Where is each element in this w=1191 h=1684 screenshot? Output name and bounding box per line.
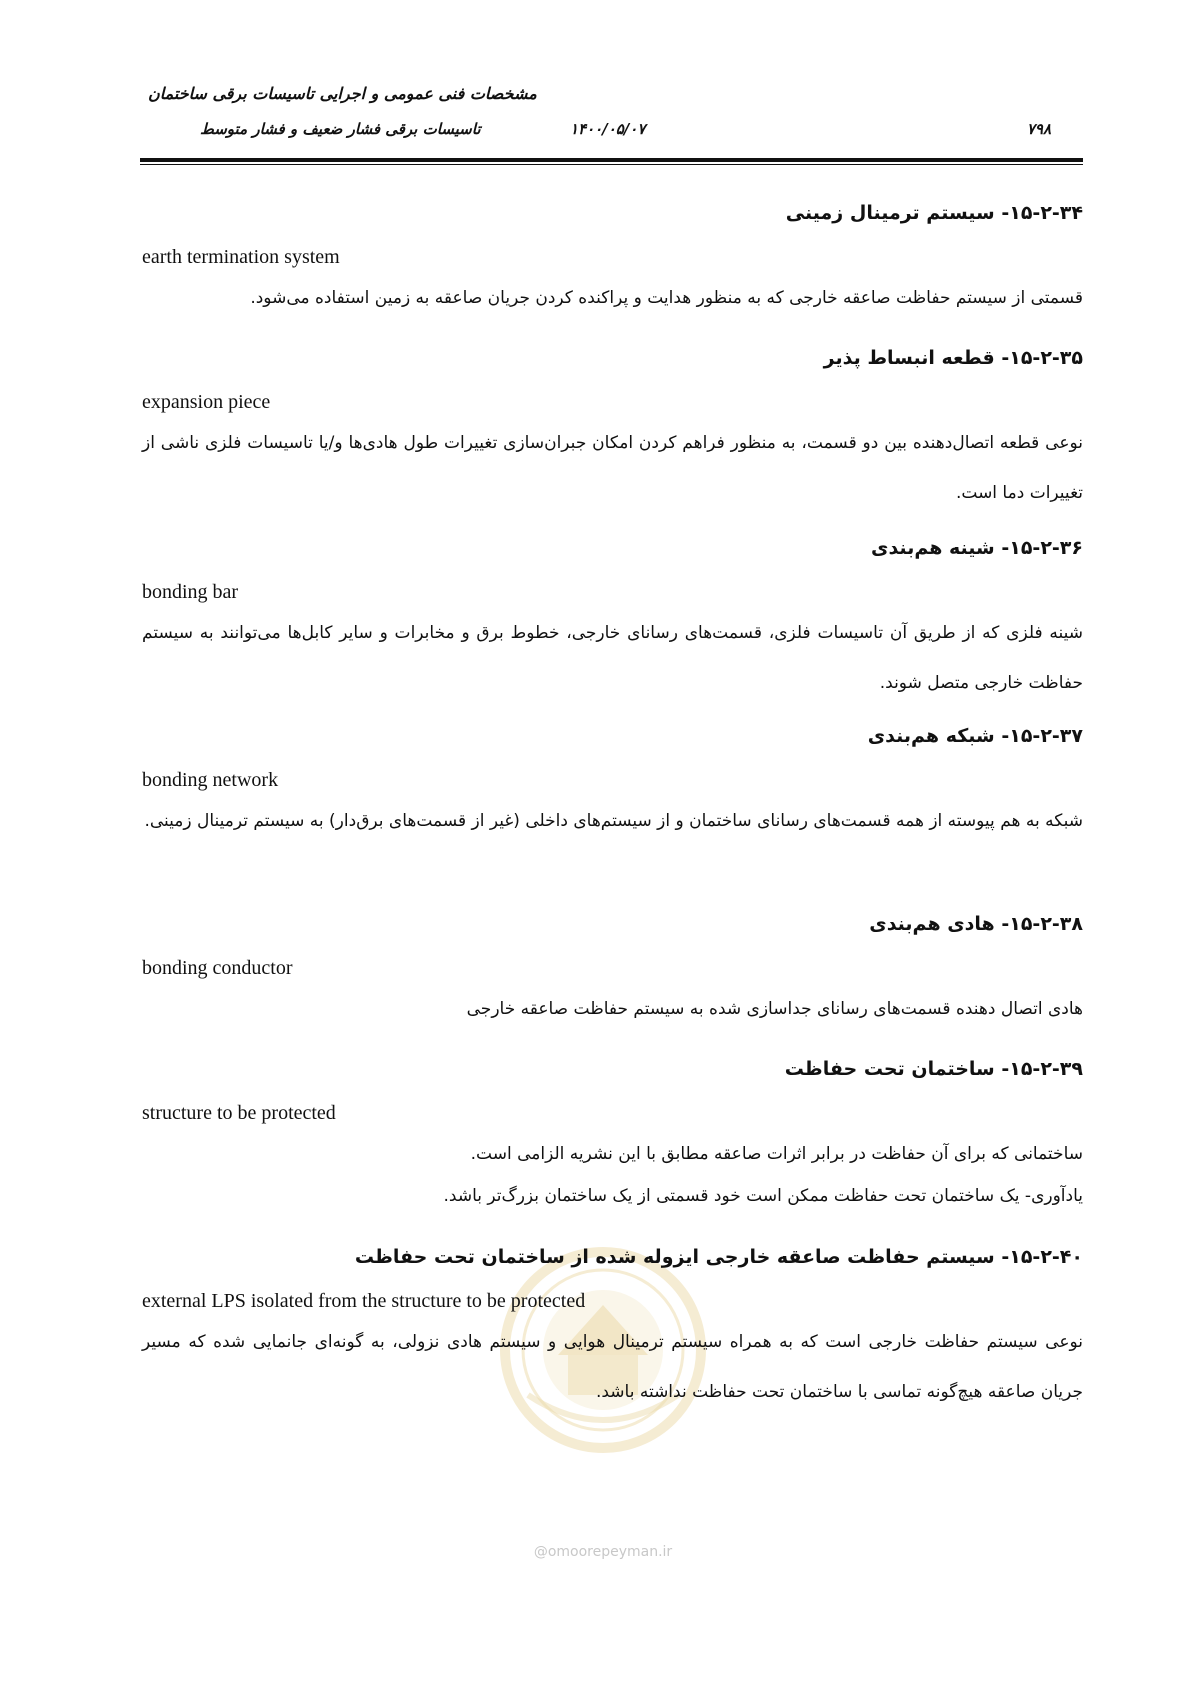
english-term: structure to be protected: [142, 1102, 336, 1124]
section-heading: ۱۵-۲-۳۴- سیستم ترمینال زمینی: [785, 202, 1083, 224]
definition-text: ساختمانی که برای آن حفاظت در برابر اثرات صاعقه مطابق با این نشریه الزامی است.: [470, 1144, 1083, 1164]
header-rule-thin: [140, 164, 1083, 165]
english-term: earth termination system: [142, 246, 340, 268]
section-heading: ۱۵-۲-۴۰- سیستم حفاظت صاعقه خارجی ایزوله شده از ساختمان تحت حفاظت: [354, 1246, 1083, 1268]
section-heading: ۱۵-۲-۳۶- شینه هم‌بندی: [871, 537, 1083, 559]
volume-title: تاسیسات برقی فشار ضعیف و فشار متوسط: [200, 120, 481, 138]
section-heading: ۱۵-۲-۳۸- هادی هم‌بندی: [869, 913, 1083, 935]
english-term: bonding conductor: [142, 957, 293, 979]
english-term: bonding network: [142, 769, 279, 791]
definition-text: نوعی قطعه اتصال‌دهنده بین دو قسمت، به منظور فراهم کردن امکان جبران‌سازی تغییرات طول هادی‌ها و/یا تاسیسات فلزی ناشی از تغییرات دما است.: [142, 433, 1083, 503]
english-term: external LPS isolated from the structure to be protected: [142, 1290, 586, 1312]
section-heading: ۱۵-۲-۳۷- شبکه هم‌بندی: [867, 725, 1083, 747]
definition-text: هادی اتصال دهنده قسمت‌های رسانای جداسازی شده به سیستم حفاظت صاعقه خارجی: [466, 999, 1083, 1019]
book-title: مشخصات فنی عمومی و اجرایی تاسیسات برقی ساختمان: [148, 84, 537, 103]
header-date: ۱۴۰۰/۰۵/۰۷: [570, 120, 646, 138]
section-heading: ۱۵-۲-۳۵- قطعه انبساط پذیر: [823, 347, 1083, 369]
definition-text: شبکه به هم پیوسته از همه قسمت‌های رسانای ساختمان و از سیستم‌های داخلی (غیر از قسمت‌های برق‌دار) به سیستم ترمینال زمینی.: [144, 811, 1083, 831]
header-rule-thick: [140, 158, 1083, 162]
section-15-2-36: [142, 537, 1083, 708]
section-15-2-40: [142, 1246, 1083, 1417]
section-heading: ۱۵-۲-۳۹- ساختمان تحت حفاظت: [784, 1058, 1083, 1080]
section-15-2-35: [142, 347, 1083, 518]
note-text: یادآوری- یک ساختمان تحت حفاظت ممکن است خود قسمتی از یک ساختمان بزرگ‌تر باشد.: [443, 1186, 1083, 1206]
section-15-2-37: [142, 725, 1083, 846]
definition-text: شینه فلزی که از طریق آن تاسیسات فلزی، قسمت‌های رسانای خارجی، خطوط برق و مخابرات و سایر کابل‌ها می‌توانند به سیستم حفاظت خارجی متصل شوند.: [142, 623, 1083, 693]
section-15-2-39: [142, 1058, 1083, 1221]
english-term: bonding bar: [142, 581, 239, 603]
definition-text: نوعی سیستم حفاظت خارجی است که به همراه سیستم ترمینال هوایی و سیستم هادی نزولی، به گونه‌ای جانمایی شده که مسیر جریان صاعقه هیچ‌گونه تماسی با ساختمان تحت حفاظت نداشته باشد.: [142, 1332, 1083, 1402]
section-15-2-34: [142, 202, 1083, 323]
watermark-url: @omoorepeyman.ir: [533, 1544, 673, 1560]
section-15-2-38: [142, 913, 1083, 1034]
running-header: [140, 120, 1051, 144]
page-number: ۷۹۸: [1026, 120, 1051, 138]
definition-text: قسمتی از سیستم حفاظت صاعقه خارجی که به منظور هدایت و پراکنده کردن جریان صاعقه به زمین استفاده می‌شود.: [250, 288, 1083, 308]
english-term: expansion piece: [142, 391, 271, 413]
